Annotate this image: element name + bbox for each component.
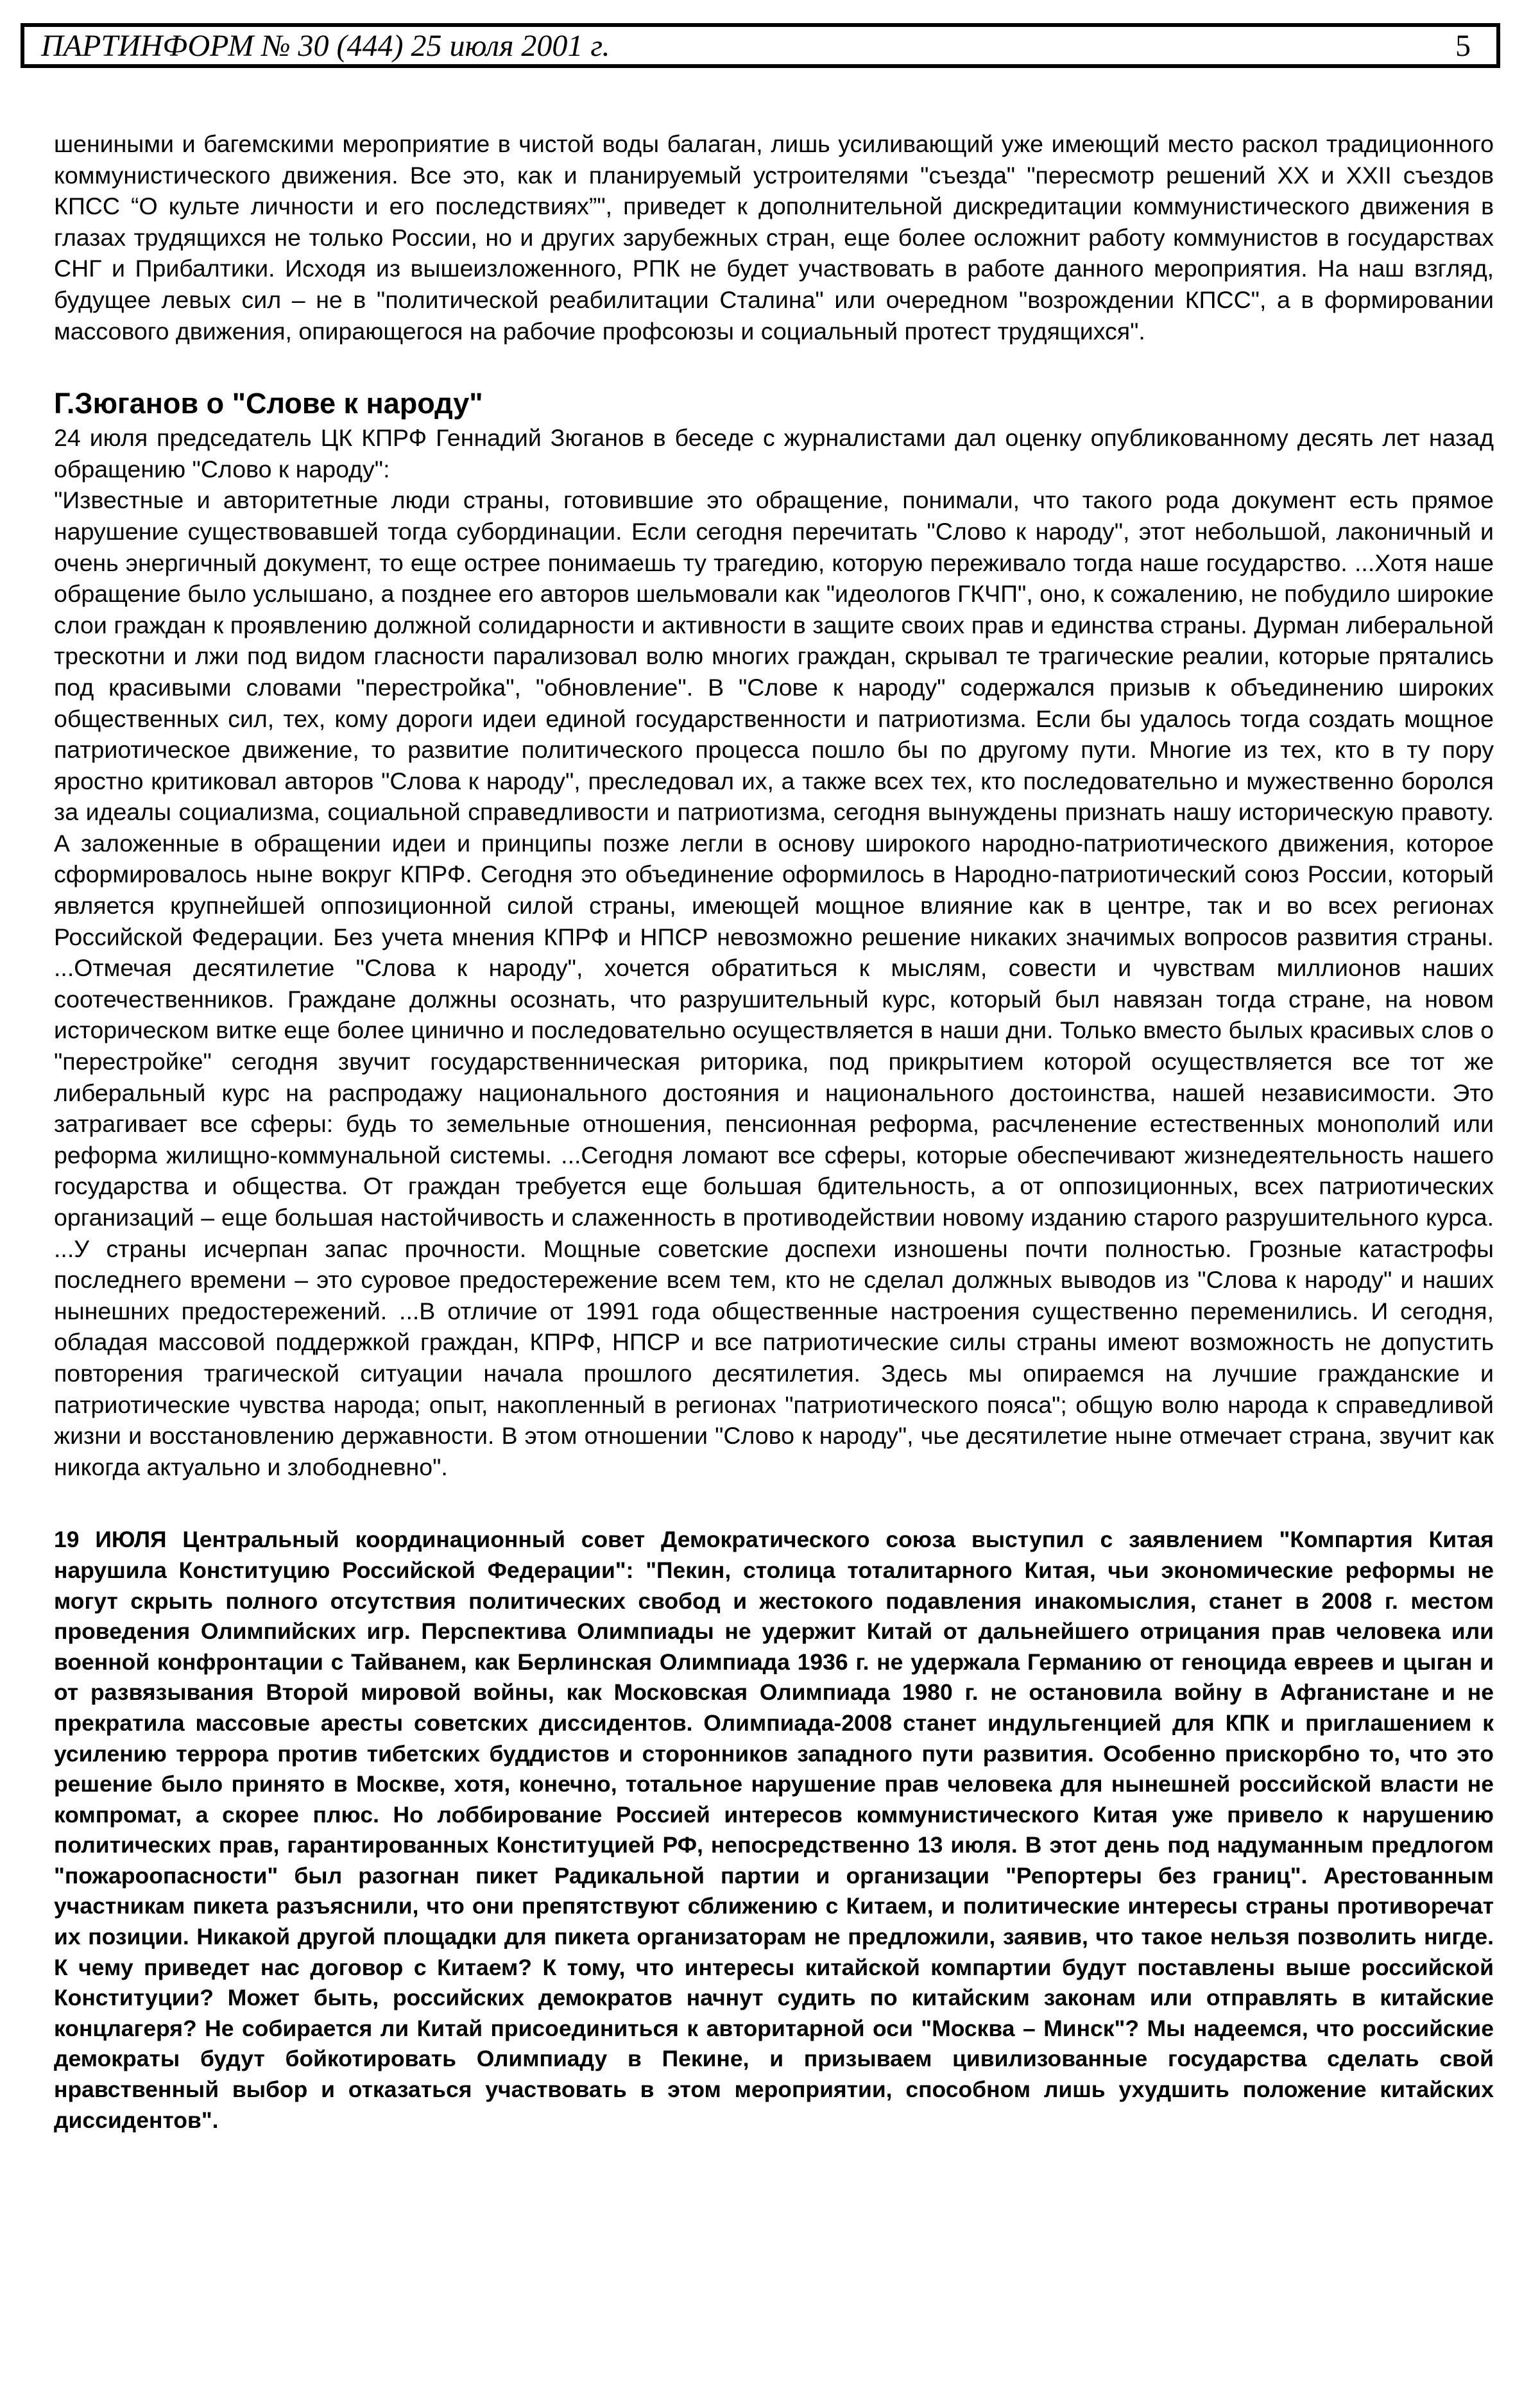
page-header: [21, 23, 1500, 68]
news-date: 19 ИЮЛЯ: [54, 1527, 167, 1553]
news-item: [54, 1525, 1494, 2136]
intro-paragraph: шениными и багемскими мероприятие в чистой воды балаган, лишь усиливающий уже имеющий место раскол традиционного коммунистического движения. Все это, как и планируемый устроителями "съезда" "пересмотр решений XX и XXII съездов КПСС “О культе личности и его последствиях”", приведет к дополнительной дискредитации коммунистического движения в глазах трудящихся не только России, но и других зарубежных стран, еще более осложнит работу коммунистов в государствах СНГ и Прибалтики. Исходя из вышеизложенного, РПК не будет участвовать в работе данного мероприятия. На наш взгляд, будущее левых сил – не в "политической реабилитации Сталина" или очередном "возрождении КПСС", а в формировании массового движения, опирающегося на рабочие профсоюзы и социальный протест трудящихся".: [54, 130, 1494, 345]
header-title: ПАРТИНФОРМ № 30 (444) 25 июля 2001 г.: [41, 28, 610, 63]
article-lead: 24 июля председатель ЦК КПРФ Геннадий Зюганов в беседе с журналистами дал оценку опубликованному десять лет назад обращению "Слово к народу":: [54, 424, 1494, 483]
news-text: Центральный координационный совет Демократического союза выступил с заявлением "Компартия Китая нарушила Конституцию Российской Федерации": "Пекин, столица тоталитарного Китая, чьи экономические реформы не могут скрыть полного отсутствия политических свобод и жестокого подавления инакомыслия, станет в 2008 г. местом проведения Олимпийских игр. Перспектива Олимпиады не удержит Китай от дальнейшего отрицания прав человека или военной конфронтации с Тайванем, как Берлинская Олимпиада 1936 г. не удержала Германию от геноцида евреев и цыган и от развязывания Второй мировой войны, как Московская Олимпиада 1980 г. не остановила войну в Афганистане и не прекратила массовые аресты советских диссидентов. Олимпиада-2008 станет индульгенцией для КПК и приглашением к усилению террора против тибетских буддистов и сторонников западного пути развития. Особенно прискорбно то, что это решение было принято в Москве, хотя, конечно, тотальное нарушение прав человека для нынешней российской власти не компромат, а скорее плюс. Но лоббирование Россией интересов коммунистического Китая уже привело к нарушению политических прав, гарантированных Конституцией РФ, непосредственно 13 июля. В этот день под надуманным предлогом "пожароопасности" был разогнан пикет Радикальной партии и организации "Репортеры без границ". Арестованным участникам пикета разъяснили, что они препятствуют сближению с Китаем, и политические интересы страны противоречат их позиции. Никакой другой площадки для пикета организаторам не предложили, заявив, что такое нельзя позволить нигде. К чему приведет нас договор с Китаем? К тому, что интересы китайской компартии будут поставлены выше российской Конституции? Может быть, российских демократов начнут судить по китайским законам или отправлять в китайские концлагеря? Не собирается ли Китай присоединиться к авторитарной оси "Москва – Минск"? Мы надеемся, что российские демократы будут бойкотировать Олимпиаду в Пекине, и призываем цивилизованные государства сделать свой нравственный выбор и отказаться участвовать в этом мероприятии, способном лишь ухудшить положение китайских диссидентов".: [54, 1527, 1494, 2133]
page-content: [54, 128, 1494, 2159]
article-title: Г.Зюганов о "Слове к народу": [54, 387, 483, 420]
page-number: 5: [1455, 28, 1471, 63]
article-quote: "Известные и авторитетные люди страны, готовившие это обращение, понимали, что такого рода документ есть прямое нарушение существовавшей тогда субординации. Если сегодня перечитать "Слово к народу", этот небольшой, лаконичный и очень энергичный документ, то еще острее понимаешь ту трагедию, которую переживало тогда наше государство. ...Хотя наше обращение было услышано, а позднее его авторов шельмовали как "идеологов ГКЧП", оно, к сожалению, не побудило широкие слои граждан к проявлению должной солидарности и активности в защите своих прав и единства страны. Дурман либеральной трескотни и лжи под видом гласности парализовал волю многих граждан, скрывал те трагические реалии, которые прятались под красивыми словами "перестройка", "обновление". В "Слове к народу" содержался призыв к объединению широких общественных сил, тех, кому дороги идеи единой государственности и патриотизма. Если бы удалось тогда создать мощное патриотическое движение, то развитие политического процесса пошло бы по другому пути. Многие из тех, кто в ту пору яростно критиковал авторов "Слова к народу", преследовал их, а также всех тех, кто последовательно и мужественно боролся за идеалы социализма, социальной справедливости и патриотизма, сегодня вынуждены признать нашу историческую правоту. А заложенные в обращении идеи и принципы позже легли в основу широкого народно-патриотического движения, которое сформировалось ныне вокруг КПРФ. Сегодня это объединение оформилось в Народно-патриотический союз России, который является крупнейшей оппозиционной силой страны, имеющей мощное влияние как в центре, так и во всех регионах Российской Федерации. Без учета мнения КПРФ и НПСР невозможно решение никаких значимых вопросов развития страны. ...Отмечая десятилетие "Слова к народу", хочется обратиться к мыслям, совести и чувствам миллионов наших соотечественников. Граждане должны осознать, что разрушительный курс, который был навязан тогда стране, на новом историческом витке еще более цинично и последовательно осуществляется в наши дни. Только вместо былых красивых слов о "перестройке" сегодня звучит государственническая риторика, под прикрытием которой осуществляется все тот же либеральный курс на распродажу национального достояния и национального достоинства, нашей независимости. Это затрагивает все сферы: будь то земельные отношения, пенсионная реформа, расчленение естественных монополий или реформа жилищно-коммунальной системы. ...Сегодня ломают все сферы, которые обеспечивают жизнедеятельность нашего государства и общества. От граждан требуется еще большая бдительность, а от оппозиционных, всех патриотических организаций – еще большая настойчивость и слаженность в противодействии новому изданию старого разрушительного курса. ...У страны исчерпан запас прочности. Мощные советские доспехи изношены почти полностью. Грозные катастрофы последнего времени – это суровое предостережение всем тем, кто не сделал должных выводов из "Слова к народу" и наших нынешних предостережений. ...В отличие от 1991 года общественные настроения существенно переменились. И сегодня, обладая массовой поддержкой граждан, КПРФ, НПСР и все патриотические силы страны имеют возможность не допустить повторения трагической ситуации начала прошлого десятилетия. Здесь мы опираемся на лучшие гражданские и патриотические чувства народа; опыт, накопленный в регионах "патриотического пояса"; общую волю народа к справедливой жизни и восстановлению державности. В этом отношении "Слово к народу", чье десятилетие ныне отмечает страна, звучит как никогда актуально и злободневно".: [54, 486, 1494, 1480]
